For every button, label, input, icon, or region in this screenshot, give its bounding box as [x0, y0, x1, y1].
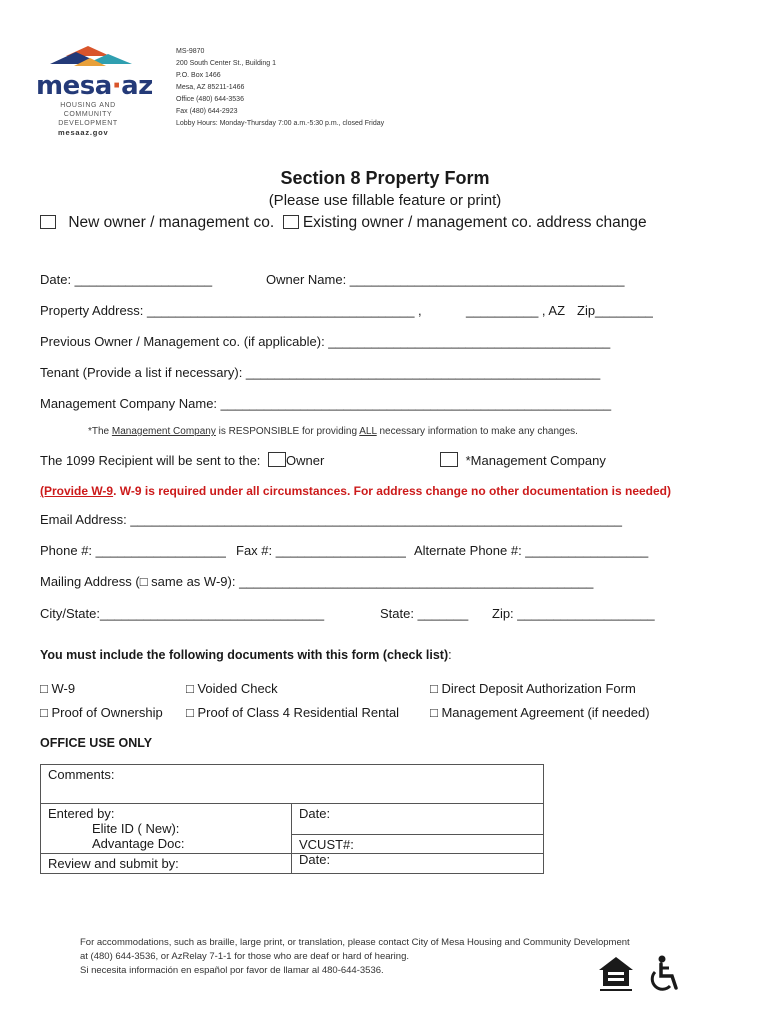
mesa-logo	[36, 44, 153, 128]
management-company-field[interactable]: Management Company Name: ______________________________________________________	[40, 396, 612, 411]
checklist-proof-ownership[interactable]: □ Proof of Ownership	[40, 705, 163, 720]
page-subtitle: (Please use fillable feature or print)	[268, 192, 502, 209]
new-owner-checkbox[interactable]	[40, 215, 56, 229]
state-field[interactable]: State: _______	[380, 606, 469, 621]
page-title: Section 8 Property Form	[280, 168, 490, 188]
recipient-mgmt-checkbox[interactable]	[440, 452, 458, 467]
email-field[interactable]: Email Address: ____________________________________________________________________	[40, 512, 622, 527]
office-address: MS-9870 200 South Center St., Building 1 P.O. Box 1466 Mesa, AZ 85211-1466 Office (480) 644-3536 Fax (480) 644-2923 Lobby Hours: Monday-Thursday 7:00 a.m.-5:30 p.m., closed Friday	[176, 48, 385, 127]
checklist-direct-deposit[interactable]: □ Direct Deposit Authorization Form	[430, 681, 636, 696]
website: mesaaz.gov	[58, 128, 109, 137]
recipient-owner-checkbox[interactable]	[268, 452, 286, 467]
existing-owner-checkbox[interactable]	[283, 215, 299, 229]
recipient-owner-label: Owner	[286, 453, 325, 468]
zip-field[interactable]: Zip: ___________________	[492, 606, 655, 621]
review-cell[interactable]: Review and submit by:	[41, 854, 292, 874]
recipient-mgmt-label: *Management Company	[465, 453, 606, 468]
mailing-address-field[interactable]: Mailing Address (□ same as W-9): _________________________________________________	[40, 574, 594, 589]
responsibility-notice: *The Management Company is RESPONSIBLE for providing ALL necessary information to make any changes.	[88, 426, 578, 437]
office-use-heading: OFFICE USE ONLY	[40, 736, 153, 750]
checklist-w9[interactable]: □ W-9	[40, 681, 76, 696]
checklist-proof-class4[interactable]: □ Proof of Class 4 Residential Rental	[186, 705, 400, 720]
mesa-logo-icon	[36, 44, 140, 68]
date-field[interactable]: Date: ___________________	[40, 272, 213, 287]
new-owner-label: New owner / management co.	[68, 214, 275, 231]
property-zip-field[interactable]: Zip________	[577, 303, 653, 318]
fax-field[interactable]: Fax #: __________________	[236, 543, 406, 558]
previous-owner-field[interactable]: Previous Owner / Management co. (if applicable): _______________________________________	[40, 334, 611, 349]
property-address-field[interactable]: Property Address: _____________________________________ ,	[40, 303, 422, 318]
owner-type-options	[40, 214, 647, 232]
entered-date-cell[interactable]: Date:	[292, 804, 544, 854]
city-state-field[interactable]: City/State:_______________________________	[40, 606, 325, 621]
footer-accommodations: For accommodations, such as braille, large print, or translation, please contact City of Mesa Housing and Community Development at (480) 644-3536, or AzRelay 7-1-1 for those who are deaf or hard of hearing. Si necesita información en español por favor de llamar al 480-644-3536.	[80, 937, 630, 976]
checklist-management-agreement[interactable]: □ Management Agreement (if needed)	[430, 705, 650, 720]
phone-field[interactable]: Phone #: __________________	[40, 543, 226, 558]
office-use-table	[40, 764, 544, 874]
checklist-voided-check[interactable]: □ Voided Check	[186, 681, 278, 696]
recipient-label: The 1099 Recipient will be sent to the:	[40, 453, 261, 468]
alt-phone-field[interactable]: Alternate Phone #: _________________	[414, 543, 649, 558]
owner-name-field[interactable]: Owner Name: ______________________________________	[266, 272, 625, 287]
property-city-field[interactable]: __________ , AZ	[466, 303, 566, 318]
entered-by-cell[interactable]: Entered by: Elite ID ( New): Advantage Doc:	[41, 804, 292, 854]
logo-wordmark: mesa·az	[36, 71, 153, 101]
tenant-field[interactable]: Tenant (Provide a list if necessary): _________________________________________________	[40, 365, 601, 380]
recipient-mgmt-row	[440, 452, 606, 468]
existing-owner-label: Existing owner / management co. address change	[302, 214, 647, 231]
w9-requirement: (Provide W-9. W-9 is required under all circumstances. For address change no other documentation is needed)	[40, 484, 671, 498]
equal-housing-icon	[596, 954, 636, 994]
checklist-heading: You must include the following documents with this form (check list):	[40, 648, 452, 662]
logo-subtitle: HOUSING AND COMMUNITY DEVELOPMENT	[58, 102, 118, 127]
vcust-cell[interactable]: VCUST#: Date:	[292, 854, 544, 874]
accessibility-icon	[646, 954, 682, 994]
recipient-row	[40, 452, 324, 468]
comments-cell[interactable]: Comments:	[41, 765, 544, 804]
